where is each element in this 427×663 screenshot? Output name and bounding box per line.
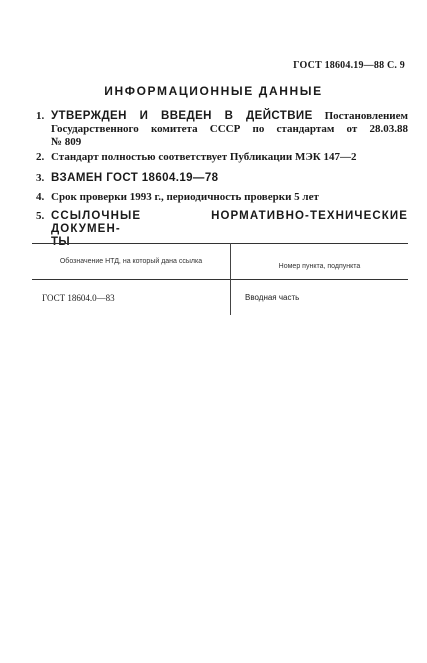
item-caps-heading-line1: ССЫЛОЧНЫЕ НОРМАТИВНО-ТЕХНИЧЕСКИЕ ДОКУМЕН-	[51, 210, 408, 235]
page-title: ИНФОРМАЦИОННЫЕ ДАННЫЕ	[104, 84, 323, 98]
page-header-reference: ГОСТ 18604.19—88 С. 9	[293, 60, 405, 71]
list-item-review-period	[36, 191, 408, 204]
reference-table	[32, 243, 408, 313]
item-number: 5.	[36, 210, 45, 222]
list-item-replaces	[36, 172, 408, 185]
table-header-rule	[32, 279, 408, 280]
item-text: Срок проверки 1993 г., периодичность проверки 5 лет	[51, 191, 319, 203]
item-number: 1.	[36, 110, 45, 122]
item-number: 2.	[36, 151, 45, 163]
table-cell-ntd: ГОСТ 18604.0—83	[42, 293, 115, 303]
item-caps-heading: УТВЕРЖДЕН И ВВЕДЕН В ДЕЙСТВИЕ	[51, 110, 313, 122]
item-text: Постановлением	[324, 110, 409, 122]
item-text-line2: Государственного комитета СССР по стандартам от 28.03.88	[51, 123, 408, 135]
list-item-conformity	[36, 151, 408, 164]
table-header-clause-number: Номер пункта, подпункта	[278, 263, 361, 270]
table-column-divider	[230, 243, 231, 315]
table-cell-clause: Вводная часть	[245, 293, 300, 302]
table-header-ntd-designation: Обозначение НТД, на который дана ссылка	[59, 258, 203, 265]
item-text-line3: № 809	[51, 136, 82, 148]
item-text: Стандарт полностью соответствует Публикации МЭК 147—2	[51, 151, 357, 163]
item-number: 3.	[36, 172, 45, 184]
list-item-approved	[36, 110, 408, 149]
item-number: 4.	[36, 191, 45, 203]
item-caps-heading-line2: ТЫ	[51, 236, 71, 248]
table-top-rule	[32, 243, 408, 244]
item-caps-heading: ВЗАМЕН ГОСТ 18604.19—78	[51, 172, 219, 184]
